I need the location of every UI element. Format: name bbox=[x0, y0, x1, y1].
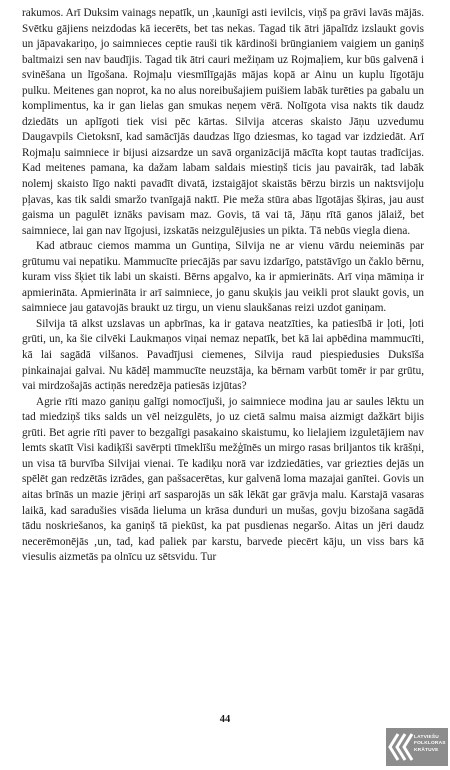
paragraph: Agrie rīti mazo ganiņu galīgi nomocījuši, jo saimniece modina jau ar saules lēktu un tad miedziņš tiks salds un vēl neizgulēts, jo uz cietā salmu maisa aizmigt dažkārt bijis grūti. Bet agrie rīti paver to bezgalīgi pasakaino skaistumu, ko lielajiem izguletājiem nav lemts skatīt Visi kadiķīši savērpti tīmeklīšu mežģīnēs un mirgo rasas briljantos tik krāšņi, un visa tā burvība Silvijai vienai. Te kadiķu norā var izdziedāties, var griezties dejās un spēlēt gan redzētās izrādes, gan pašsacerētas, kur galvenā loma mazajai ganītei. Govis un aitas brīnās un mazie jēriņi arī sasparojās un sāk lēkāt gar grāvja malu. Karstajā vasaras laikā, kad saradušies visāda lieluma un krāsa dunduri un mušas, govju bizošana sagādā tādu noskriešanos, ka ganiņš tā piekūst, ka pat pusdienas negaršo. Aitas un jēri daudz necerēmonējās ‚un, tad, kad paliek par karstu, barvede piecērt kāju, un viss bars kā viesulis aizmetās pa olnīcu uz sētsvidu. Tur bbox=[22, 395, 424, 564]
paragraph: rakumos. Arī Duksim vainags nepatīk, un ‚kaunīgi asti ievilcis, viņš pa grāvi lavās mājās. Svētku gājiens neizdodas kā iecerēts, bet tas nekas. Tagad tik ātri jāpalīdz izslaukt govis un jāpavakariņo, jo saimnieces ceptie rauši tik kārdinoši brūngianiem vaigiem un ganiņš baltmaizi sen nav baudījis. Tagad tik ātri cauri mežiņam uz Rojmaļiem, kur būs galvenā i svinēšana un līgošana. Rojmaļu viesmīlīgajās mājas kopā ar Ainu un kuplu līgotāju pulku. Meitenes gan noprot, ka no alus noreibušajiem puišiem labāk turēties pa gabalu un komplimentus, ka ir gan lielas gan smukas neņem vērā. Nolīgota visa nakts tik daudz dziedāts un aplīgoti tiek visi pēc kārtas. Silvija atceras skaisto Jāņu uzvedumu Daugavpils Cietoksnī, kad samācījās daudzas līgo dziesmas, ko tagad var izdziedāt. Arī Rojmaļu saimniece ir bijusi aizsardze un savā organizācijā mācīta kopt tautas tradīcijas. Kad meitenes pamana, ka dažam labam saldais miestiņš ticis jau pavairāk, tad labāk nolemj skaisto līgo nakti pavadīt divatā, izstaigājot skaistās bērzu birzis un naktsvijoļu pļavas, kas tik saldi smaržo tvanīgajā naktī. Pie meža stūra abas līgotājas šķiras, jau aust gaisma un pagulēt iznāks pavisam maz. Govis, tā vai tā, Jāņu rītā ganos jālaiž, bet saimniece, lai gan nav līgojusi, izskatās neizgulējusies un pikta. Tā nebūs viegla diena. bbox=[22, 7, 424, 237]
logo-text bbox=[414, 735, 448, 754]
lfk-monogram-icon bbox=[388, 732, 414, 762]
page-number: 44 bbox=[219, 714, 231, 725]
paragraph: Kad atbrauc ciemos mamma un Guntiņa, Silvija ne ar vienu vārdu neieminās par grūtumu vai nepatiku. Mammucīte priecājās par savu izdarīgo, patstāvīgo un čaklo bērnu, kuram viss šķiet tik labi un skaisti. Bērns apgalvo, ka ir apmierināts. Arī viņa māmiņa ir apmierināta. Apmierināta ir arī saimniece, jo ganu skuķis jau veikli prot slaukt govis, un saimniece jau gatavojās braukt uz tirgu, un vienu slaukšanas reizi uzdot ganiņam. bbox=[22, 240, 424, 315]
logo-line: KRĀTUVE bbox=[414, 747, 439, 753]
logo-line: LATVIEŠU bbox=[414, 735, 439, 740]
paragraph: Silvija tā alkst uzslavas un apbrīnas, ka ir gatava neatzīties, ka patiesībā ir ļoti, ļoti grūti, un, ka šie cilvēki Laukmaņos viņai nemaz nepatīk, bet kā lai apbēdina mammucīti, kā lai sagādā vilšanos. Pavadījusi ciemenes, Silvija raud piespiedusies Duksīša pinkainajai galvai. Nu kādēļ mammucīte neuzstāja, ka bērnam varbūt tomēr ir par grūtu, vai mirdzošajās actiņās neredzēja patiesās izjūtas? bbox=[22, 317, 424, 393]
archive-logo bbox=[386, 728, 448, 766]
page-text bbox=[22, 6, 424, 566]
logo-line: FOLKLORAS bbox=[414, 741, 446, 747]
